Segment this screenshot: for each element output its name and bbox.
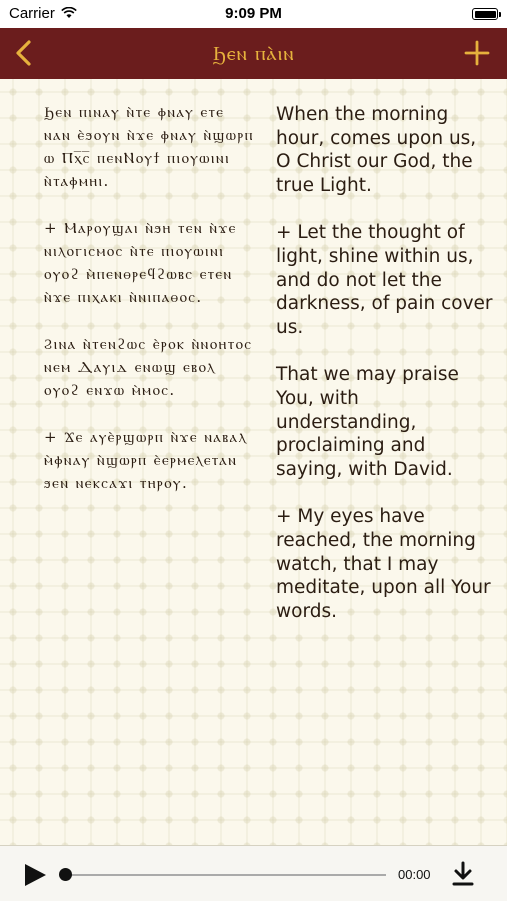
progress-track[interactable]: [64, 874, 386, 876]
coptic-column: [44, 101, 256, 519]
download-icon: [452, 861, 474, 887]
clock: 9:09 PM: [225, 5, 282, 22]
progress-thumb[interactable]: [59, 868, 72, 881]
play-button[interactable]: [22, 862, 48, 888]
download-button[interactable]: [452, 861, 474, 887]
english-column: [276, 103, 496, 647]
coptic-paragraph: + Ⲙⲁⲣⲟⲩϣⲁⲓ ⲛ̀ϧⲏ ⲧⲉⲛ ⲛ̀ϫⲉ ⲛⲓⲗⲟⲅⲓⲥⲙⲟⲥ ⲛ̀ⲧⲉ ⲡⲓⲟⲩⲱⲓⲛⲓ ⲟⲩⲟϩ ⲙ̀ⲡⲉⲛⲑⲣⲉϥϩⲱⲃⲥ ⲉⲧⲉⲛ ⲛ̀ϫⲉ ⲡⲓⲭⲁⲕⲓ ⲛ̀ⲛⲓⲡⲁⲑⲟⲥ.: [44, 219, 237, 306]
elapsed-time: 00:00: [398, 867, 431, 882]
coptic-paragraph: + Ϫⲉ ⲁⲩⲉ̀ⲣϣⲱⲣⲡ ⲛ̀ϫⲉ ⲛⲁⲃⲁⲗ ⲙ̀ⲫⲛⲁⲩ ⲛ̀ϣⲱⲣⲡ ⲉ̀ⲉⲣⲙⲉⲗⲉⲧⲁⲛ ϧⲉⲛ ⲛⲉⲕⲥⲁϫⲓ ⲧⲏⲣⲟⲩ.: [44, 428, 248, 492]
english-paragraph: + My eyes have reached, the morning watch, that I may meditate, upon all Your words.: [276, 506, 491, 622]
plus-icon: [461, 37, 493, 69]
coptic-paragraph: Ϩⲓⲛⲁ ⲛ̀ⲧⲉⲛϩⲱⲥ ⲉ̀ⲣⲟⲕ ⲛ̀ⲛⲟⲏⲧⲟⲥ ⲛⲉⲙ Ⲇⲁⲩⲓⲇ ⲉⲛⲱϣ ⲉⲃⲟⲗ ⲟⲩⲟϩ ⲉⲛϫⲱ ⲙ̀ⲙⲟⲥ.: [44, 335, 253, 399]
english-paragraph: When the morning hour, comes upon us, O Christ our God, the true Light.: [276, 104, 477, 196]
coptic-paragraph: Ϧⲉⲛ ⲡⲓⲛⲁⲩ ⲛ̀ⲧⲉ ⲫⲛⲁⲩ ⲉⲧⲉ ⲛⲁⲛ ⲉ̀ϧⲟⲩⲛ ⲛ̀ϫⲉ ⲫⲛⲁⲩ ⲛ̀ϣⲱⲣⲡ ⲱ Ⲡⲭ̅ⲥ̅ ⲡⲉⲛⲚⲟⲩϯ ⲡⲓⲟⲩⲱⲓⲛⲓ ⲛ̀ⲧⲁⲫⲙⲏⲓ.: [44, 103, 254, 190]
english-paragraph: That we may praise You, with understanding, proclaiming and saying, with David.: [276, 364, 459, 480]
navigation-bar: [0, 28, 507, 79]
page-title: Ϧⲉⲛ ⲡⲁ̀ⲓⲛ: [212, 41, 295, 65]
status-bar: [0, 0, 507, 28]
battery-icon: [472, 8, 498, 20]
play-icon: [22, 862, 48, 888]
audio-player: [0, 845, 507, 901]
carrier-label: Carrier: [9, 5, 55, 22]
english-paragraph: + Let the thought of light, shine within us, and do not let the darkness, of pain cover us.: [276, 222, 493, 338]
add-button[interactable]: [461, 37, 493, 69]
prayer-text-view[interactable]: [0, 79, 507, 845]
